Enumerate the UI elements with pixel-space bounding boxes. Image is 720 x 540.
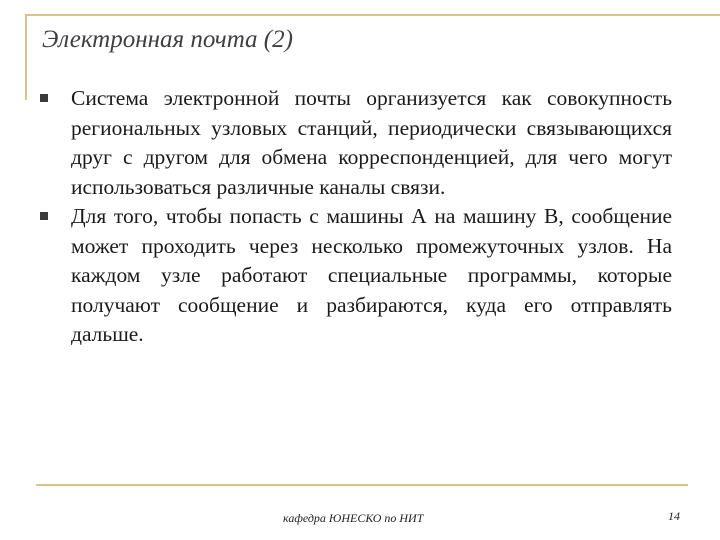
footer-text: кафедра ЮНЕСКО по НИТ	[283, 511, 424, 525]
footer-rule	[36, 484, 688, 486]
bullet-item	[40, 84, 672, 202]
left-accent-rule	[25, 14, 27, 100]
page-number: 14	[668, 509, 680, 523]
slide-title: Электронная почта (2)	[42, 26, 293, 53]
bullet-item	[40, 202, 672, 350]
bullet-text: Для того, чтобы попасть с машины А на машину В, сообщение может проходить через несколько промежуточных узлов. На каждом узле работают специальные программы, которые получают сообщение и разбираются, куда его отправлять дальше.	[71, 204, 672, 346]
bullet-text: Система электронной почты организуется как совокупность региональных узловых станций, периодически связывающихся друг с другом для обмена корреспонденцией, для чего могут использоваться различные каналы связи.	[71, 86, 672, 199]
square-bullet-icon	[40, 212, 48, 220]
square-bullet-icon	[40, 94, 48, 102]
top-accent-rule	[25, 14, 720, 16]
bullet-list	[40, 84, 672, 350]
